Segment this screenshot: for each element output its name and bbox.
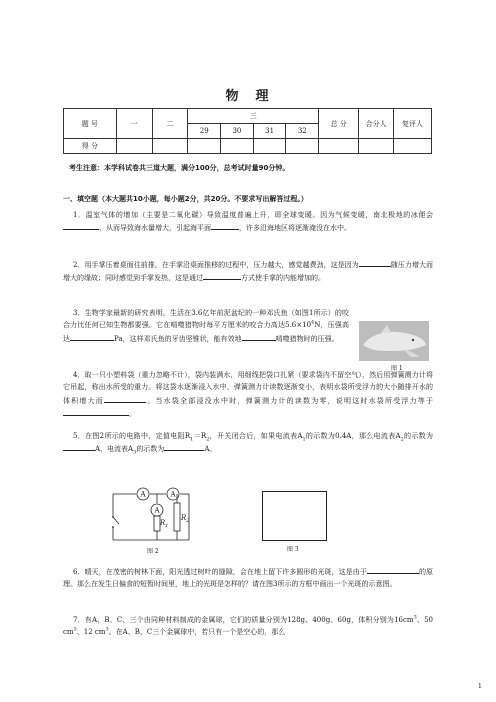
answer-blank[interactable]: [63, 442, 95, 451]
question-2: 2．用手掌压着桌面往前推，在手掌沿桌面推移的过程中，压力越大，感觉越费劲，这是因为 随压力增大而增大的缘故；同时感觉到手掌发热，这是通过 方式使手掌的内能增加的。: [63, 258, 433, 285]
fish-illustration: [359, 321, 429, 361]
exam-notice: 考生注意：本学科试卷共三道大题，满分100分，总考试时量90分钟。: [69, 164, 290, 172]
answer-blank[interactable]: [359, 258, 391, 267]
figure-1-caption: 图 1: [391, 365, 403, 372]
ammeter-label: A: [140, 490, 146, 499]
header-part-1: 一: [116, 109, 152, 139]
header-q31: 31: [253, 124, 286, 139]
section-heading-fill-blank: 一、填空题（本大题共10小题，每小题2分，共20分。不要求写出解答过程。）: [63, 195, 308, 203]
header-part-2: 二: [152, 109, 188, 139]
answer-blank[interactable]: [367, 565, 419, 574]
score-table: [63, 108, 432, 154]
score-row-label: 得 分: [64, 139, 117, 154]
question-1: 1．温室气体的增加（主要是二氧化碳）导致温度普遍上升，即全球变暖。因为气候变暖，南北极地的冰便会，从而导致海水量增大，引起海平面 ，许多沿海地区将逐渐淹没在水中。: [63, 209, 433, 235]
question-4: 4．取一只小塑料袋（重力忽略不计），袋内装满水，用细线把袋口扎紧（要求袋内不留空气），然后用弹簧测力计将它吊起，称出水所受的重力。将这袋水逐渐浸入水中，弹簧测力计读数逐渐变小，表明水袋所受浮力的大小随排开水的体积增大而 。当水袋全部浸没水中时，弹簧测力计的读数为零，说明这时水袋所受浮力等于。: [63, 371, 433, 418]
answer-blank[interactable]: [70, 332, 114, 341]
resistor-r1-label: $R_1$: [160, 519, 169, 529]
score-cell: [188, 139, 221, 154]
answer-blank[interactable]: [63, 221, 99, 230]
figure-1-fish-image: [359, 321, 429, 361]
header-q30: 30: [221, 124, 254, 139]
ammeter-label: A: [170, 490, 176, 499]
figure-2-caption: 图 2: [147, 548, 159, 555]
page-number: 1: [478, 683, 482, 690]
question-5: 5．在图2所示的电路中，定值电阻$R_1=R_2$，开关闭合后，如果电流表$A_1$的示数为0.4A，那么电流表$A_2$的示数为A，电流表$A_3$的示数为 A。: [63, 430, 433, 456]
answer-blank[interactable]: [164, 442, 204, 451]
answer-blank[interactable]: [242, 332, 276, 341]
figure-2-circuit-diagram: [110, 487, 192, 547]
score-cell: [116, 139, 152, 154]
header-scorer: 合分人: [359, 109, 394, 139]
score-cell: [394, 139, 432, 154]
score-cell: [221, 139, 254, 154]
figure-3-caption: 图 3: [287, 546, 299, 553]
score-cell: [152, 139, 188, 154]
answer-blank[interactable]: [63, 407, 129, 416]
score-cell: [253, 139, 286, 154]
question-6: 6．晴天，在茂密的树林下面，阳光透过树叶的缝隙，会在地上留下许多圆形的光斑，这是由于 的原理。那么在发生日偏食的短暂时间里，地上的光斑是怎样的？请在图3所示的方框中画出一个光斑的示意图。: [63, 565, 433, 591]
header-reviewer: 复评人: [394, 109, 432, 139]
ammeter-label: A: [154, 506, 160, 515]
question-3: 3．生物学家最新的研究表明，生活在3.6亿年前泥盆纪的一种邓氏鱼（如图1所示）的咬合力比任何已知生物都要强。它在啃噬猎物时每平方厘米的咬合力高达$5.6\times 10^4N$，压强高达 Pa，这样邓氏鱼的牙齿坚锥状，能有效地 啃噬猎物时的压强。: [63, 309, 350, 343]
score-cell: [359, 139, 394, 154]
score-cell: [319, 139, 359, 154]
header-q32: 32: [286, 124, 319, 139]
question-7: 7．有A、B、C、三个由同种材料制成的金属球，它们的质量分别为128g、400g、60g，体积分别为$16cm^3$、50 $cm^3$、12 $cm^3$。在A、B、C三个金属球中，若只有一个是空心的，那么: [63, 614, 433, 637]
figure-3-drawing-box[interactable]: [262, 491, 327, 541]
answer-blank[interactable]: [104, 394, 146, 403]
score-cell: [286, 139, 319, 154]
header-q29: 29: [188, 124, 221, 139]
header-total-score: 总 分: [319, 109, 359, 139]
page-title: 物 理: [225, 89, 271, 104]
answer-blank[interactable]: [211, 221, 239, 230]
header-part-3: 三: [188, 109, 319, 124]
header-question-number: 题 号: [64, 109, 117, 139]
resistor-r2-label: $R_2$: [181, 514, 190, 524]
answer-blank[interactable]: [203, 271, 241, 280]
